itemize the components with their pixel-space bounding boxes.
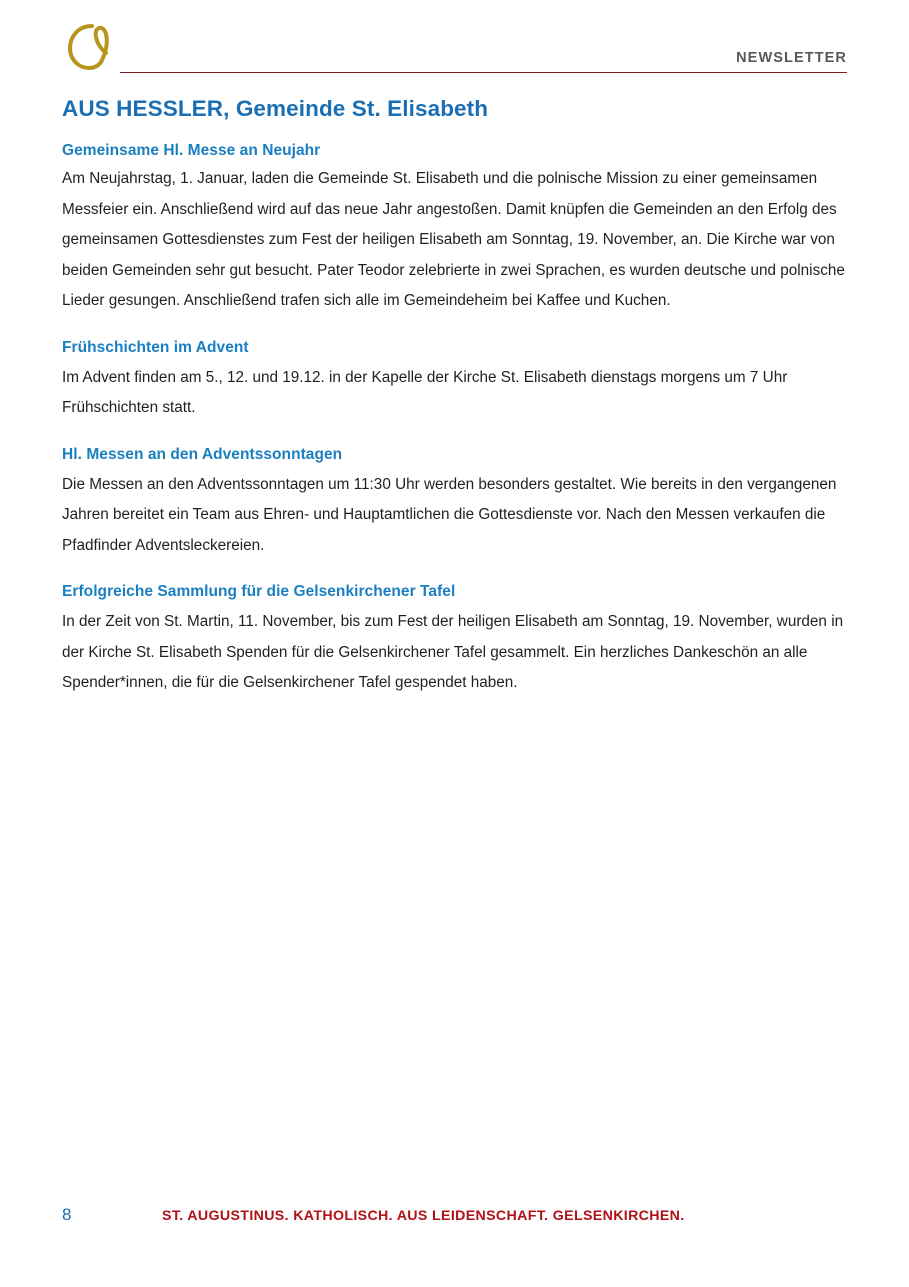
section-heading: Gemeinsame Hl. Messe an Neujahr bbox=[62, 142, 321, 159]
article-content bbox=[62, 96, 846, 721]
header-divider bbox=[120, 72, 847, 73]
page-number: 8 bbox=[62, 1205, 72, 1224]
st-augustinus-logo-icon bbox=[62, 22, 124, 80]
section-paragraph: In der Zeit von St. Martin, 11. November, bis zum Fest der heiligen Elisabeth am Sonntag, 19. November, wurden in der Kirche St. Elisabeth Spenden für die Gelsenkirchener Tafel gesammelt. Ein herzliches Dankeschön an alle Spender*innen, die für die Gelsenkirchener Tafel gespendet haben. bbox=[62, 613, 844, 691]
section-paragraph: Im Advent finden am 5., 12. und 19.12. in der Kapelle der Kirche St. Elisabeth dienstags morgens um 7 Uhr Frühschichten statt. bbox=[62, 368, 788, 416]
page-title: AUS HESSLER, Gemeinde St. Elisabeth bbox=[62, 96, 489, 121]
section-fruehschichten bbox=[62, 339, 846, 424]
footer-slogan: ST. AUGUSTINUS. KATHOLISCH. AUS LEIDENSCHAFT. GELSENKIRCHEN. bbox=[162, 1208, 685, 1224]
page-header bbox=[62, 22, 847, 82]
section-heading: Hl. Messen an den Adventssonntagen bbox=[62, 445, 343, 463]
header-newsletter-label: NEWSLETTER bbox=[736, 50, 847, 66]
section-heading: Frühschichten im Advent bbox=[62, 338, 249, 356]
section-heading: Erfolgreiche Sammlung für die Gelsenkirchener Tafel bbox=[62, 583, 456, 600]
section-gemeinsame-messe bbox=[62, 142, 846, 317]
section-paragraph: Am Neujahrstag, 1. Januar, laden die Gemeinde St. Elisabeth und die polnische Mission zu einer gemeinsamen Messfeier ein. Anschließend wird auf das neue Jahr angestoßen. Damit knüpfen die Gemeinden an den Erfolg des gemeinsamen Gottesdienstes zum Fest der heiligen Elisabeth am Sonntag, 19. November, an. Die Kirche war von beiden Gemeinden sehr gut besucht. Pater Teodor zelebrierte in zwei Sprachen, es wurden deutsche und polnische Lieder gesungen. Anschließend trafen sich alle im Gemeindeheim bei Kaffee und Kuchen. bbox=[62, 170, 845, 309]
page-footer bbox=[62, 1205, 847, 1229]
section-paragraph: Die Messen an den Adventssonntagen um 11:30 Uhr werden besonders gestaltet. Wie bereits in den vergangenen Jahren bereitet ein Team aus Ehren- und Hauptamtlichen die Gottesdienste vor. Nach den Messen verkaufen die Pfadfinder Adventsleckereien. bbox=[62, 475, 837, 554]
section-adventssonntage bbox=[62, 446, 846, 562]
section-sammlung-tafel bbox=[62, 583, 846, 699]
